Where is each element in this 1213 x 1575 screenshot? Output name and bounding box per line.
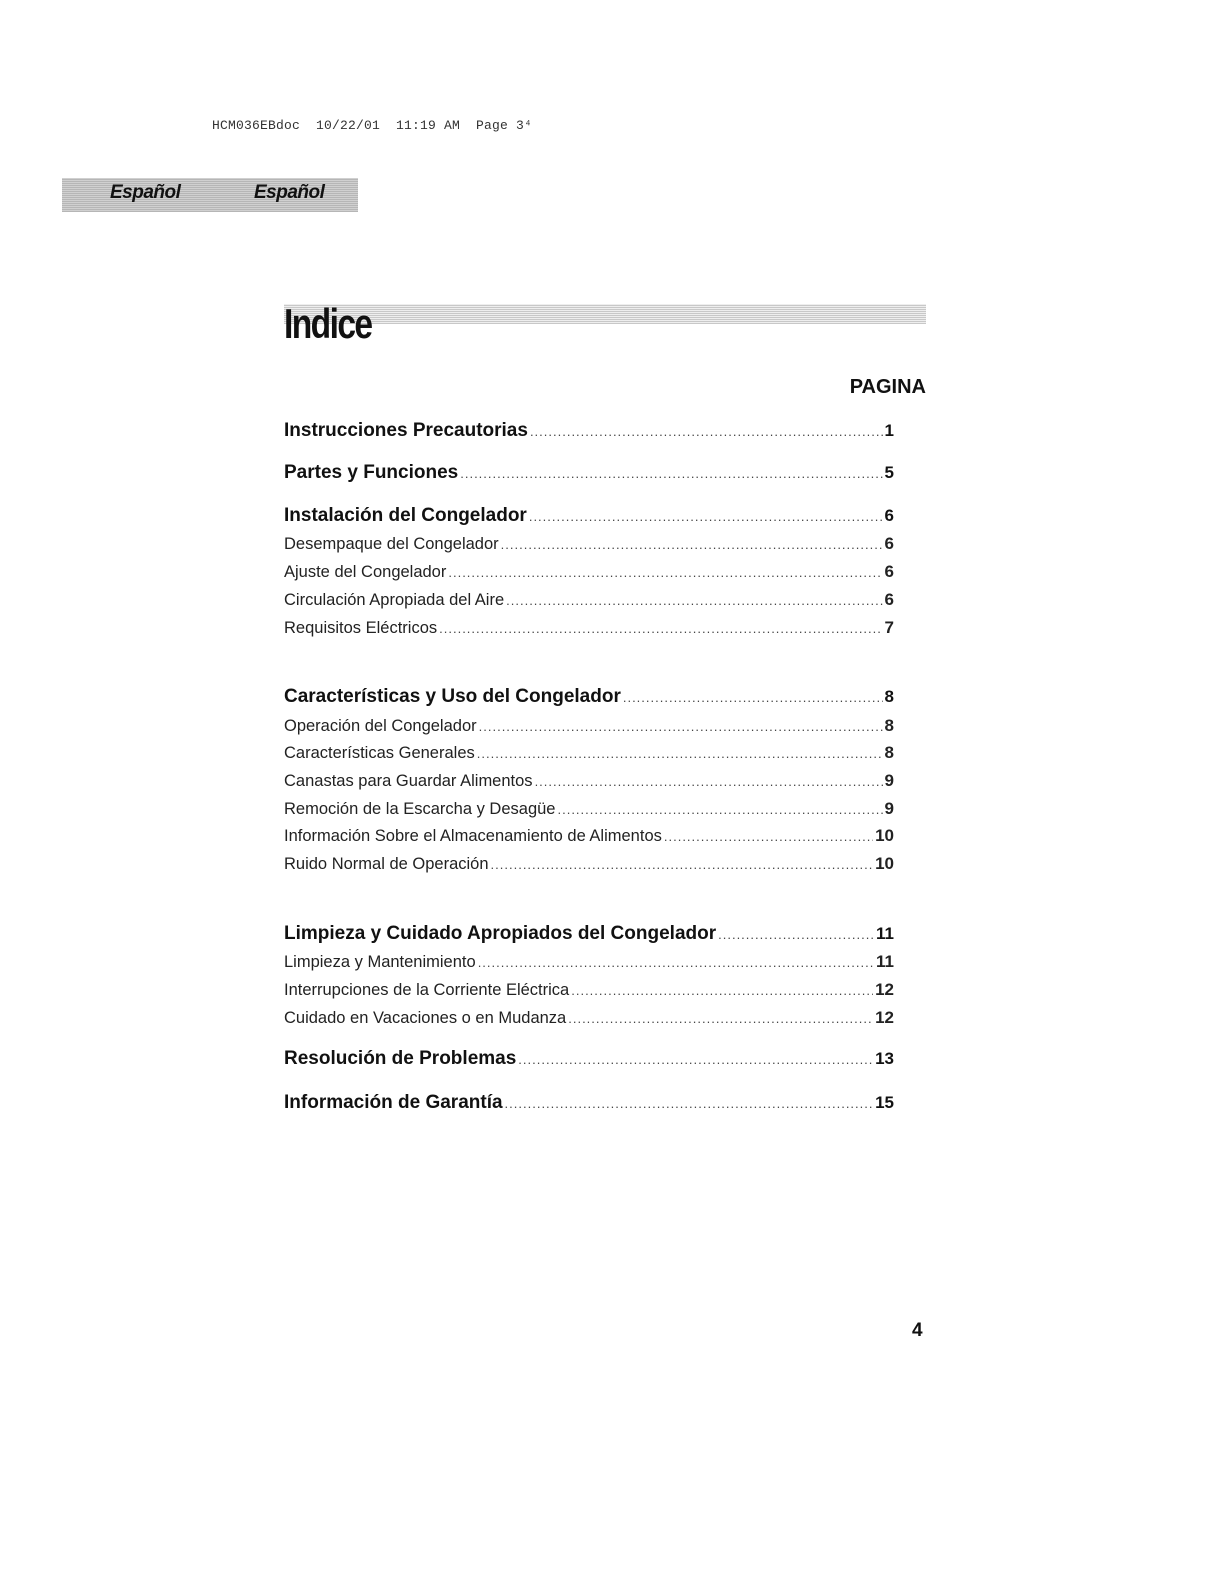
toc-leader: [477, 746, 883, 761]
toc-entry-page: 7: [884, 618, 894, 637]
toc-entry-label: Limpieza y Cuidado Apropiados del Congelador: [284, 923, 717, 944]
language-label: Español: [110, 182, 181, 203]
toc-entry[interactable]: [284, 505, 894, 527]
toc-entry[interactable]: [284, 420, 894, 442]
toc-entry[interactable]: [284, 562, 894, 582]
toc-leader: [529, 509, 883, 524]
toc-entry-page: 15: [875, 1093, 894, 1112]
toc-leader: [478, 955, 874, 970]
toc-entry[interactable]: [284, 980, 894, 1000]
toc-entry-label: Resolución de Problemas: [284, 1048, 517, 1069]
toc-leader: [448, 565, 882, 580]
toc-entry-label: Instrucciones Precautorias: [284, 420, 528, 441]
toc-entry-page: 8: [884, 716, 894, 735]
toc-leader: [623, 690, 883, 705]
toc-entry[interactable]: [284, 1048, 894, 1070]
toc-entry-label: Requisitos Eléctricos: [284, 619, 438, 637]
toc-leader: [535, 774, 883, 789]
toc-leader: [518, 1052, 873, 1067]
toc-entry[interactable]: [284, 534, 894, 554]
page-number: 4: [912, 1320, 923, 1341]
toc-entry-page: 11: [876, 952, 894, 971]
toc-entry[interactable]: [284, 1008, 894, 1028]
toc-entry-page: 11: [876, 924, 894, 943]
toc-entry-label: Ajuste del Congelador: [284, 563, 447, 581]
toc-leader: [491, 857, 874, 872]
toc-entry-label: Remoción de la Escarcha y Desagüe: [284, 800, 556, 818]
toc-entry-label: Limpieza y Mantenimiento: [284, 953, 476, 971]
toc-leader: [501, 537, 883, 552]
toc-entry-page: 13: [875, 1049, 894, 1068]
toc-entry-label: Desempaque del Congelador: [284, 535, 499, 553]
toc-leader: [506, 593, 882, 608]
language-tab-bar: [62, 178, 358, 212]
toc-entry-label: Información Sobre el Almacenamiento de Alimentos: [284, 827, 662, 845]
page-column-header: PAGINA: [849, 376, 926, 398]
toc-entry-label: Partes y Funciones: [284, 462, 459, 483]
toc-leader: [568, 1011, 873, 1026]
toc-entry-page: 12: [875, 980, 894, 999]
toc-entry-page: 1: [884, 421, 894, 440]
toc-entry-label: Características y Uso del Congelador: [284, 686, 621, 707]
toc-leader: [571, 983, 873, 998]
toc-entry-page: 6: [884, 506, 894, 525]
toc-entry[interactable]: [284, 826, 894, 846]
toc-entry[interactable]: [284, 462, 894, 484]
toc-entry-page: 5: [884, 463, 894, 482]
toc-entry-label: Interrupciones de la Corriente Eléctrica: [284, 981, 570, 999]
toc-entry-page: 10: [875, 854, 894, 873]
toc-entry-label: Canastas para Guardar Alimentos: [284, 772, 533, 790]
toc-entry-label: Operación del Congelador: [284, 717, 477, 735]
toc-entry-page: 8: [884, 687, 894, 706]
toc-leader: [460, 466, 882, 481]
toc-entry-page: 12: [875, 1008, 894, 1027]
toc-entry-label: Instalación del Congelador: [284, 505, 527, 526]
language-label: Español: [254, 182, 325, 203]
toc-entry-page: 8: [884, 743, 894, 762]
toc-entry-page: 9: [884, 771, 894, 790]
toc-entry[interactable]: [284, 716, 894, 736]
title-band: [284, 304, 926, 324]
toc-entry-label: Cuidado en Vacaciones o en Mudanza: [284, 1009, 567, 1027]
toc-entry-page: 10: [875, 826, 894, 845]
toc-entry[interactable]: [284, 923, 894, 945]
toc-entry[interactable]: [284, 952, 894, 972]
toc-entry[interactable]: [284, 743, 894, 763]
toc-leader: [530, 424, 883, 439]
toc-entry[interactable]: [284, 771, 894, 791]
toc-entry-page: 9: [884, 799, 894, 818]
toc-entry[interactable]: [284, 590, 894, 610]
toc-leader: [479, 719, 883, 734]
toc-entry-page: 6: [884, 534, 894, 553]
toc-entry[interactable]: [284, 799, 894, 819]
toc-entry[interactable]: [284, 854, 894, 874]
print-header: HCM036EBdoc 10/22/01 11:19 AM Page 3⁴: [212, 118, 533, 133]
toc-leader: [718, 927, 874, 942]
toc-leader: [557, 802, 882, 817]
page-title: Indice: [284, 300, 372, 347]
toc-entry-label: Ruido Normal de Operación: [284, 855, 489, 873]
toc-entry-label: Circulación Apropiada del Aire: [284, 591, 505, 609]
toc-entry[interactable]: [284, 1092, 894, 1114]
toc-entry-label: Características Generales: [284, 744, 475, 762]
toc-entry-page: 6: [884, 590, 894, 609]
toc-entry-label: Información de Garantía: [284, 1092, 503, 1113]
toc-leader: [664, 829, 873, 844]
toc-entry[interactable]: [284, 618, 894, 638]
toc-leader: [439, 621, 882, 636]
toc-entry-page: 6: [884, 562, 894, 581]
toc-leader: [505, 1096, 874, 1111]
toc-entry[interactable]: [284, 686, 894, 708]
